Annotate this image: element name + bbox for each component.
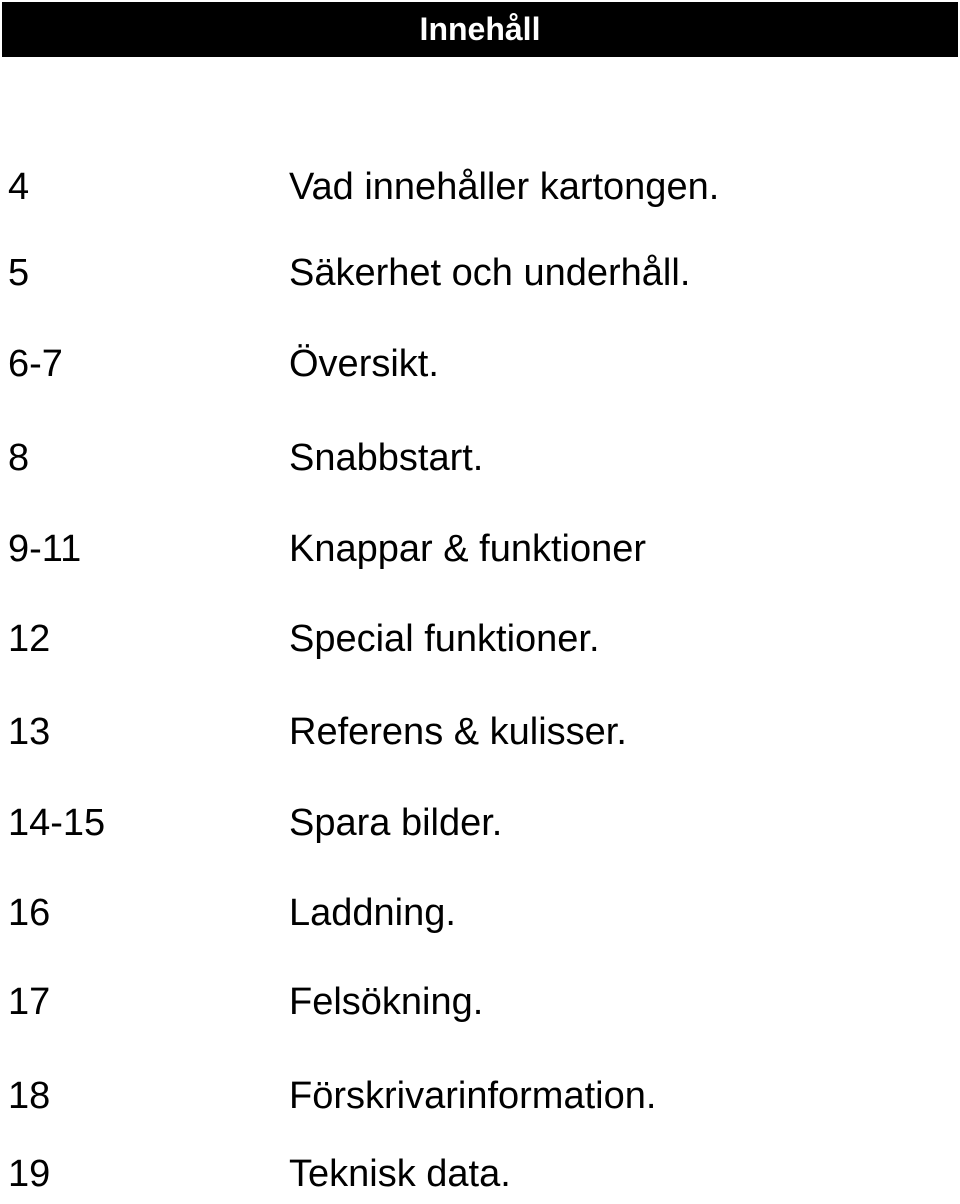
toc-entry-title: Teknisk data.: [289, 1153, 511, 1195]
page-title: Innehåll: [419, 11, 541, 47]
toc-entry[interactable]: [0, 883, 960, 943]
toc-page-number: 8: [8, 437, 30, 479]
toc-entry[interactable]: [0, 157, 960, 217]
toc-page-number: 6-7: [8, 343, 63, 385]
toc-entry-title: Referens & kulisser.: [289, 711, 627, 753]
toc-page-number: 13: [8, 711, 51, 753]
toc-entry[interactable]: [0, 1066, 960, 1126]
header-bar: [2, 2, 958, 57]
toc-page-number: 4: [8, 166, 30, 208]
toc-entry[interactable]: [0, 243, 960, 303]
toc-page-number: 12: [8, 618, 51, 660]
toc-entry-title: Special funktioner.: [289, 618, 600, 660]
toc-page-number: 17: [8, 981, 51, 1023]
toc-entry[interactable]: [0, 334, 960, 394]
toc-entry-title: Vad innehåller kartongen.: [289, 166, 720, 208]
toc-entry-title: Knappar & funktioner: [289, 528, 647, 570]
toc-entry[interactable]: [0, 972, 960, 1032]
toc-entry[interactable]: [0, 793, 960, 853]
toc-entry-title: Snabbstart.: [289, 437, 484, 479]
toc-entry-title: Felsökning.: [289, 981, 484, 1023]
toc-entry-title: Säkerhet och underhåll.: [289, 252, 691, 294]
toc-page-number: 16: [8, 892, 51, 934]
toc-entry[interactable]: [0, 428, 960, 488]
toc-entry[interactable]: [0, 702, 960, 762]
toc-page-number: 9-11: [8, 528, 82, 570]
toc-page-number: 5: [8, 252, 30, 294]
toc-entry[interactable]: [0, 1144, 960, 1204]
toc-entry-title: Förskrivarinformation.: [289, 1075, 657, 1117]
toc-entry-title: Laddning.: [289, 892, 456, 934]
toc-page-number: 14-15: [8, 802, 106, 844]
toc-entry[interactable]: [0, 609, 960, 669]
toc-entry[interactable]: [0, 519, 960, 579]
toc-entry-title: Spara bilder.: [289, 802, 503, 844]
toc-entry-title: Översikt.: [289, 343, 439, 385]
toc-page-number: 18: [8, 1075, 51, 1117]
toc-page-number: 19: [8, 1153, 51, 1195]
